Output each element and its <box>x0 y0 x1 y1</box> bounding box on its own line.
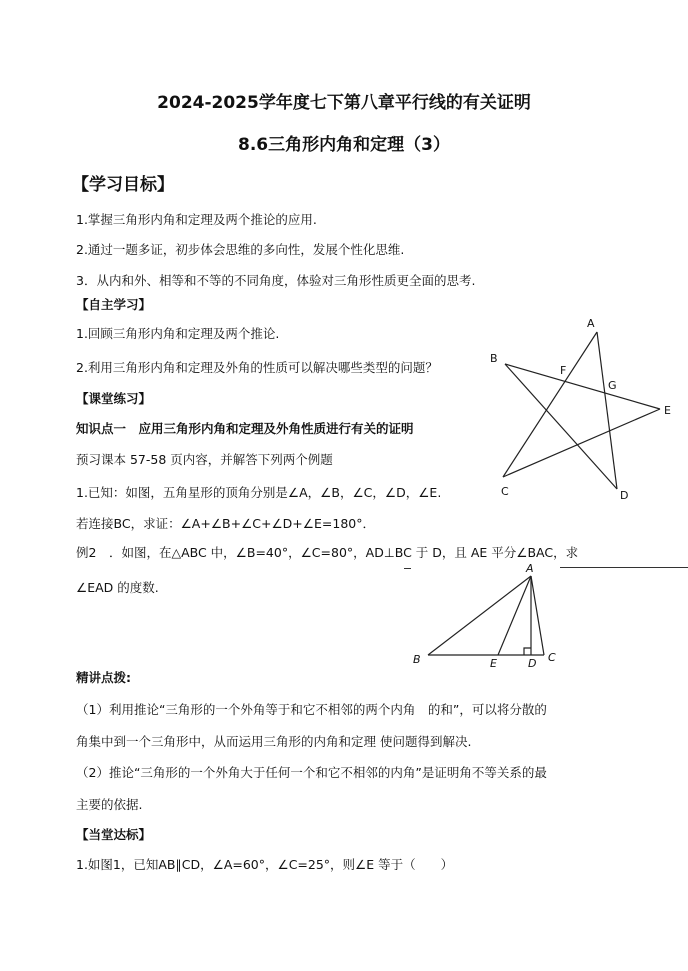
star-line-cd <box>503 409 660 477</box>
self-study-item: 2.利用三角形内角和定理及外角的性质可以解决哪些类型的问题？ <box>76 360 438 375</box>
tri-bisector-ae <box>498 576 531 655</box>
preview-instruction: 预习课本 57-58 页内容，并解答下列两个例题 <box>76 452 333 467</box>
tri-side-ab <box>428 576 531 655</box>
tri-label-a: A <box>526 562 534 575</box>
tri-label-d: D <box>528 657 537 670</box>
question-1: 1.如图1，已知AB∥CD，∠A=60°，∠C=25°，则∠E 等于（ ） <box>76 857 454 872</box>
objective-item: 3．从内和外、相等和不等的不同角度，体验对三角形性质更全面的思考. <box>76 273 476 288</box>
triangle-lines <box>428 576 544 655</box>
lesson-title: 8.6三角形内角和定理（3） <box>238 135 450 155</box>
practice-heading: 【课堂练习】 <box>76 391 152 406</box>
example2-line2: ∠EAD 的度数. <box>76 580 159 595</box>
explain-heading: 精讲点拨: <box>76 670 131 685</box>
document-title: 2024-2025学年度七下第八章平行线的有关证明 <box>157 93 531 113</box>
self-study-heading: 【自主学习】 <box>76 297 152 312</box>
explain-p1-line2: 角集中到一个三角形中，从而运用三角形的内角和定理 使问题得到解决. <box>76 734 472 749</box>
star-label-f: F <box>560 364 567 377</box>
star-line-ac <box>503 332 597 477</box>
tri-side-ac <box>531 576 544 655</box>
example2-line1: 例2 ．如图，在△ABC 中，∠B=40°，∠C=80°，AD⊥BC 于 D，且 AE 平分∠BAC，求 <box>76 545 579 560</box>
tri-label-b: B <box>413 653 421 666</box>
star-label-b: B <box>490 352 498 365</box>
star-label-e: E <box>664 404 671 417</box>
knowledge-point: 知识点一 应用三角形内角和定理及外角性质进行有关的证明 <box>76 421 414 436</box>
self-study-item: 1.回顾三角形内角和定理及两个推论. <box>76 326 280 341</box>
star-lines <box>503 332 660 489</box>
right-angle-mark <box>524 648 531 655</box>
star-line-da <box>597 332 617 489</box>
star-label-g: G <box>608 379 617 392</box>
example1-line2: 若连接BC，求证：∠A+∠B+∠C+∠D+∠E=180°． <box>76 516 375 531</box>
star-label-a: A <box>587 317 595 330</box>
explain-p2-line2: 主要的依据. <box>76 797 143 812</box>
small-dash <box>404 568 411 569</box>
objective-item: 1.掌握三角形内角和定理及两个推论的应用. <box>76 212 317 227</box>
right-rule <box>560 567 688 568</box>
explain-p2-line1: （2）推论“三角形的一个外角大于任何一个和它不相邻的内角”是证明角不等关系的最 <box>76 765 547 780</box>
tri-label-c: C <box>548 651 556 664</box>
star-label-d: D <box>620 489 629 502</box>
explain-p1-line1: （1）利用推论“三角形的一个外角等于和它不相邻的两个内角 的和”，可以将分散的 <box>76 702 547 717</box>
objective-item: 2.通过一题多证，初步体会思维的多向性，发展个性化思维. <box>76 242 405 257</box>
star-line-eb <box>505 364 660 409</box>
on-class-heading: 【当堂达标】 <box>76 827 152 842</box>
star-label-c: C <box>501 485 509 498</box>
tri-label-e: E <box>490 657 497 670</box>
star-line-bd <box>505 364 617 489</box>
objectives-heading: 【学习目标】 <box>72 175 174 195</box>
example1-line1: 1.已知：如图，五角星形的顶角分别是∠A，∠B，∠C，∠D，∠E. <box>76 485 442 500</box>
